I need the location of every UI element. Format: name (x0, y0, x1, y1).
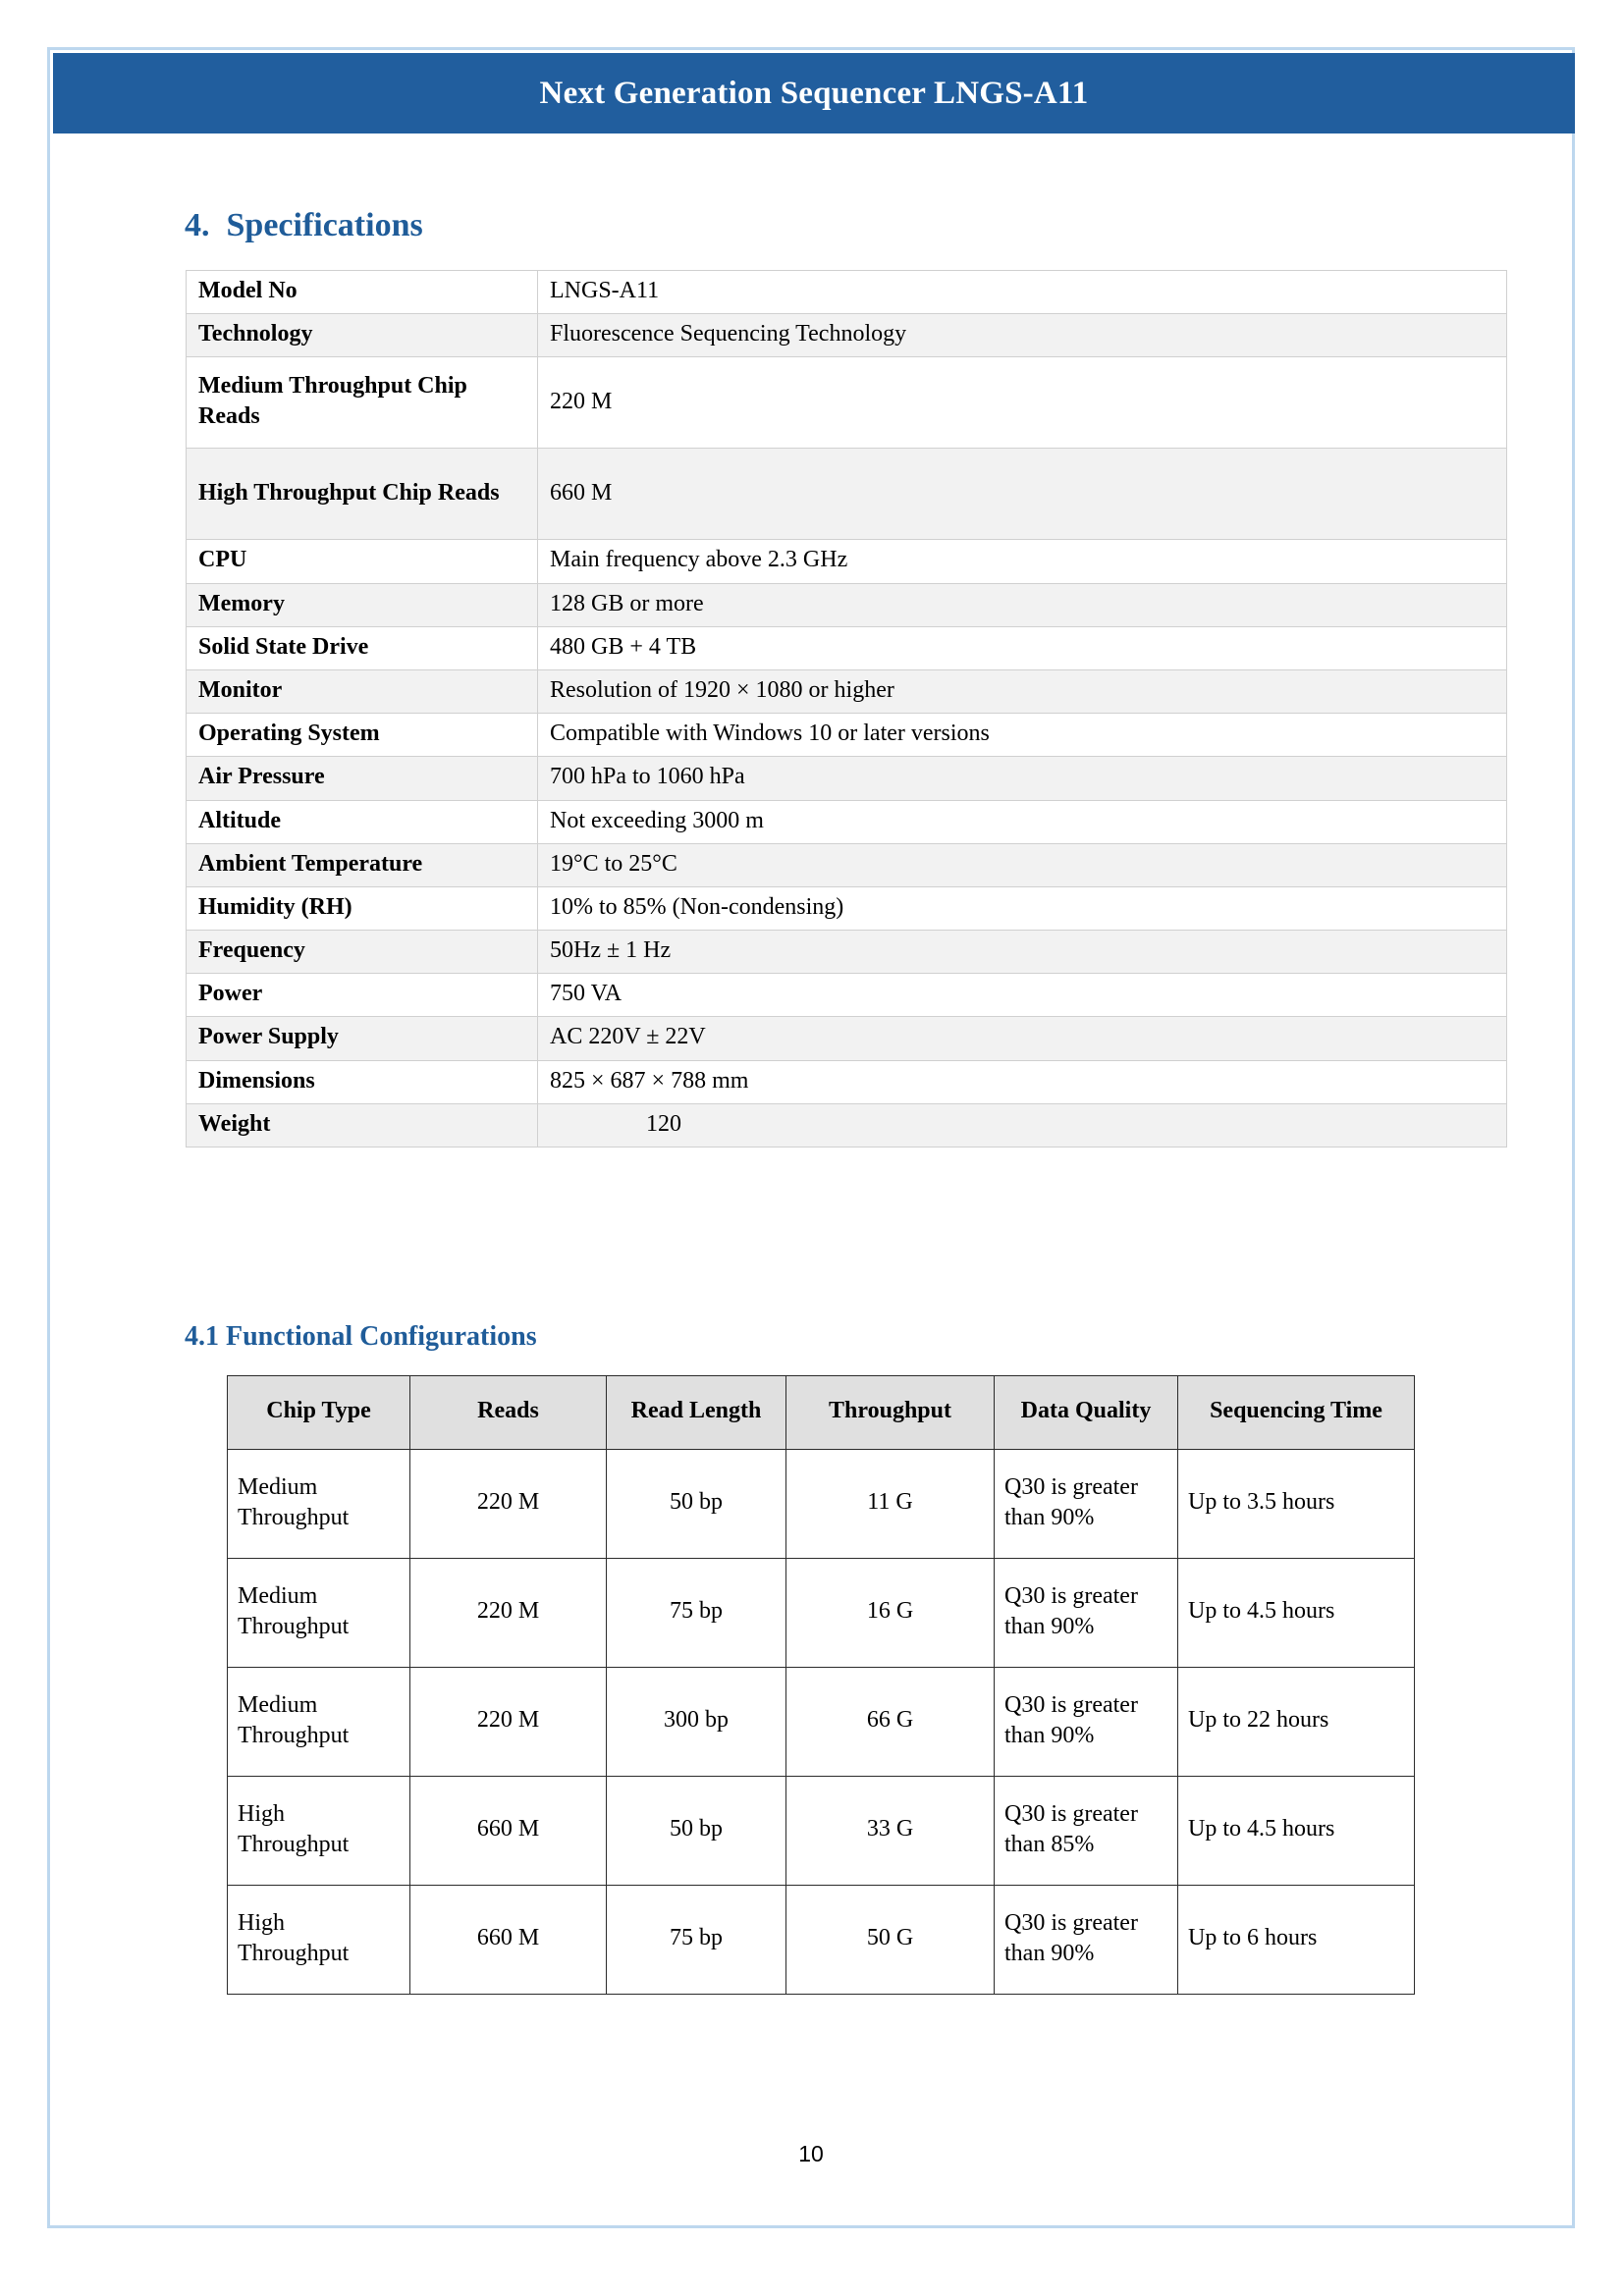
document-header-banner (53, 53, 1575, 133)
column-header-data-quality: Data Quality (995, 1376, 1178, 1450)
spec-label: CPU (187, 540, 538, 583)
cell-chip-type: High Throughput (228, 1777, 410, 1886)
spec-label: Medium Throughput Chip Reads (187, 357, 538, 449)
table-row (228, 1450, 1415, 1559)
specifications-table-container (186, 270, 1457, 1148)
table-row (228, 1777, 1415, 1886)
functional-configurations-table (227, 1375, 1415, 1995)
cell-read-length: 50 bp (607, 1450, 786, 1559)
spec-value: 19°C to 25°C (538, 843, 1507, 886)
spec-value: 10% to 85% (Non-condensing) (538, 886, 1507, 930)
table-row (187, 757, 1507, 800)
cell-data-quality: Q30 is greater than 90% (995, 1450, 1178, 1559)
spec-label: Weight (187, 1103, 538, 1147)
spec-label: Air Pressure (187, 757, 538, 800)
cell-reads: 660 M (410, 1777, 607, 1886)
spec-label: Ambient Temperature (187, 843, 538, 886)
spec-label: Dimensions (187, 1060, 538, 1103)
table-row (187, 540, 1507, 583)
table-row (187, 449, 1507, 540)
column-header-reads: Reads (410, 1376, 607, 1450)
table-row (187, 843, 1507, 886)
spec-label: Altitude (187, 800, 538, 843)
table-row (187, 931, 1507, 974)
table-row (187, 1017, 1507, 1060)
spec-value: Compatible with Windows 10 or later versions (538, 714, 1507, 757)
cell-throughput: 33 G (786, 1777, 995, 1886)
cell-throughput: 16 G (786, 1559, 995, 1668)
table-row (187, 800, 1507, 843)
table-row (228, 1886, 1415, 1995)
table-row (228, 1668, 1415, 1777)
cell-reads: 220 M (410, 1668, 607, 1777)
spec-value: 750 VA (538, 974, 1507, 1017)
spec-value: 120 (538, 1103, 1507, 1147)
cell-throughput: 66 G (786, 1668, 995, 1777)
spec-label: High Throughput Chip Reads (187, 449, 538, 540)
cell-chip-type: Medium Throughput (228, 1668, 410, 1777)
table-row (187, 357, 1507, 449)
table-row (187, 974, 1507, 1017)
cell-sequencing-time: Up to 22 hours (1178, 1668, 1415, 1777)
table-row (187, 1103, 1507, 1147)
document-page (47, 47, 1575, 2228)
cell-sequencing-time: Up to 6 hours (1178, 1886, 1415, 1995)
column-header-chip-type: Chip Type (228, 1376, 410, 1450)
table-row (187, 583, 1507, 626)
cell-chip-type: Medium Throughput (228, 1450, 410, 1559)
section-heading-functional-configurations: 4.1 Functional Configurations (185, 1321, 537, 1352)
spec-label: Memory (187, 583, 538, 626)
cell-read-length: 75 bp (607, 1886, 786, 1995)
spec-label: Solid State Drive (187, 626, 538, 669)
spec-value: 825 × 687 × 788 mm (538, 1060, 1507, 1103)
specifications-table (186, 270, 1507, 1148)
cell-data-quality: Q30 is greater than 90% (995, 1559, 1178, 1668)
cell-data-quality: Q30 is greater than 85% (995, 1777, 1178, 1886)
table-row (187, 314, 1507, 357)
spec-value: Not exceeding 3000 m (538, 800, 1507, 843)
cell-chip-type: High Throughput (228, 1886, 410, 1995)
page-number: 10 (798, 2141, 824, 2166)
functional-configurations-table-container (227, 1375, 1414, 1995)
cell-throughput: 50 G (786, 1886, 995, 1995)
spec-value: 700 hPa to 1060 hPa (538, 757, 1507, 800)
spec-label: Frequency (187, 931, 538, 974)
cell-sequencing-time: Up to 4.5 hours (1178, 1559, 1415, 1668)
cell-reads: 220 M (410, 1450, 607, 1559)
table-row (187, 626, 1507, 669)
section-heading-specifications: 4. Specifications (185, 207, 423, 243)
spec-label: Humidity (RH) (187, 886, 538, 930)
spec-label: Power Supply (187, 1017, 538, 1060)
column-header-throughput: Throughput (786, 1376, 995, 1450)
cell-read-length: 50 bp (607, 1777, 786, 1886)
cell-sequencing-time: Up to 3.5 hours (1178, 1450, 1415, 1559)
spec-label: Power (187, 974, 538, 1017)
spec-label: Model No (187, 271, 538, 314)
spec-label: Monitor (187, 669, 538, 713)
column-header-sequencing-time: Sequencing Time (1178, 1376, 1415, 1450)
spec-value: Fluorescence Sequencing Technology (538, 314, 1507, 357)
spec-value: Resolution of 1920 × 1080 or higher (538, 669, 1507, 713)
cell-throughput: 11 G (786, 1450, 995, 1559)
table-row (187, 669, 1507, 713)
spec-value: 128 GB or more (538, 583, 1507, 626)
document-title: Next Generation Sequencer LNGS-A11 (539, 75, 1089, 111)
spec-value: 220 M (538, 357, 1507, 449)
cell-data-quality: Q30 is greater than 90% (995, 1886, 1178, 1995)
spec-label: Operating System (187, 714, 538, 757)
table-row (187, 886, 1507, 930)
table-row (187, 271, 1507, 314)
cell-read-length: 300 bp (607, 1668, 786, 1777)
cell-reads: 660 M (410, 1886, 607, 1995)
spec-value: 660 M (538, 449, 1507, 540)
table-row (187, 714, 1507, 757)
column-header-read-length: Read Length (607, 1376, 786, 1450)
table-row (228, 1559, 1415, 1668)
table-row (187, 1060, 1507, 1103)
cell-sequencing-time: Up to 4.5 hours (1178, 1777, 1415, 1886)
spec-value: LNGS-A11 (538, 271, 1507, 314)
spec-value: Main frequency above 2.3 GHz (538, 540, 1507, 583)
cell-chip-type: Medium Throughput (228, 1559, 410, 1668)
spec-value: 50Hz ± 1 Hz (538, 931, 1507, 974)
cell-data-quality: Q30 is greater than 90% (995, 1668, 1178, 1777)
spec-label: Technology (187, 314, 538, 357)
cell-reads: 220 M (410, 1559, 607, 1668)
table-header-row (228, 1376, 1415, 1450)
spec-value: AC 220V ± 22V (538, 1017, 1507, 1060)
cell-read-length: 75 bp (607, 1559, 786, 1668)
spec-value: 480 GB + 4 TB (538, 626, 1507, 669)
